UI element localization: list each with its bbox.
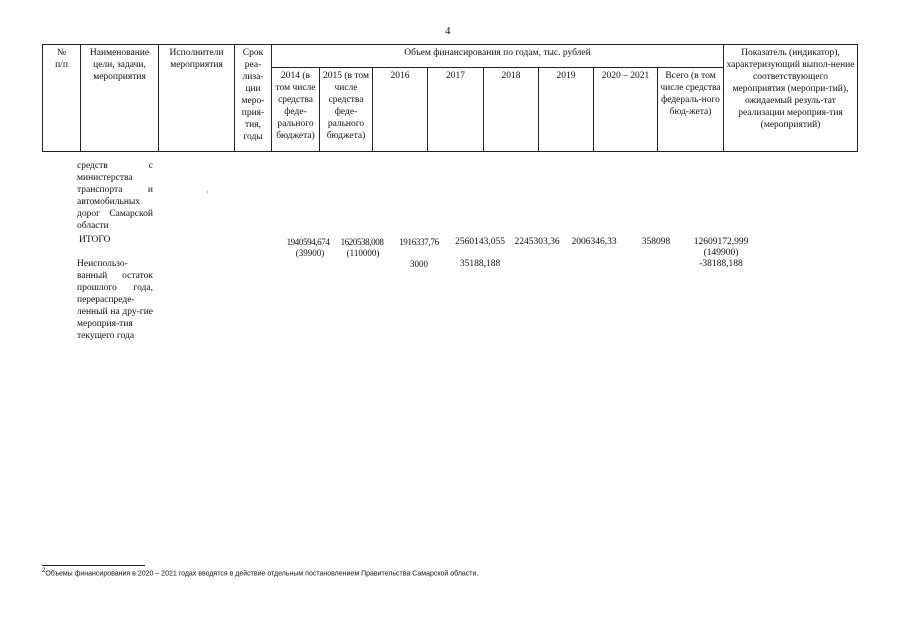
unused-2017: 35188,188 [459, 259, 501, 269]
unused-total: -38188,188 [699, 259, 743, 269]
header-year-2018: 2018 [484, 68, 539, 152]
header-total: Всего (в том числе средства федераль-ного бюд-жета) [658, 68, 724, 152]
footnote-text: Объемы финансирования в 2020 – 2021 годах вводятся в действие отдельным постановлением Правительства Самарской области. [45, 570, 479, 578]
header-funding-title: Объем финансирования по годам, тыс. рублей [272, 45, 724, 68]
footnote-marker: 2 [42, 568, 46, 574]
itogo-2019: 2006346,33 [571, 237, 617, 247]
header-year-2014: 2014 (в том числе средства феде-рального бюджета) [272, 68, 320, 152]
header-executors: Исполнители мероприятия [159, 45, 235, 152]
itogo-2017: 2560143,055 [455, 237, 505, 247]
header-indicator: Показатель (индикатор), характеризующий выпол-нение соответствующего мероприятия (меропри-тий), ожидаемый резуль-тат реализации мероприя-тия (мероприятий) [724, 45, 858, 152]
header-name: Наименование цели, задачи, мероприятия [81, 45, 159, 152]
page-number: 4 [445, 25, 451, 37]
itogo-2016: 1916337,76 [399, 237, 439, 247]
itogo-total-federal: (149900) [703, 248, 739, 258]
footnote-divider [42, 565, 145, 566]
itogo-2014: 1940594,674 [286, 237, 330, 247]
header-year-2020-2021: 2020 – 2021 [594, 68, 658, 152]
header-num: № п/п [43, 45, 81, 152]
stray-mark: · [206, 188, 209, 197]
header-year-2017: 2017 [428, 68, 484, 152]
continued-row-name: средств с министерства транспорта и автомобильных дорог Самарской области [77, 161, 153, 231]
itogo-2015-federal: (110000) [346, 248, 380, 258]
itogo-2018: 2245303,36 [514, 237, 560, 247]
itogo-2014-federal: (39900) [295, 248, 325, 258]
footnote [42, 568, 478, 577]
header-term: Срок реа-лиза-ции меро-прия-тия, годы [235, 45, 272, 152]
itogo-total: 12609172,999 [693, 237, 749, 247]
funding-table [42, 44, 858, 152]
unused-2016: 3000 [410, 259, 428, 269]
itogo-label: ИТОГО [79, 235, 111, 245]
header-year-2019: 2019 [539, 68, 594, 152]
header-year-2015: 2015 (в том числе средства феде-рального бюджета) [320, 68, 373, 152]
header-year-2016: 2016 [373, 68, 428, 152]
unused-row-name: Неиспользо-ванный остаток прошлого года, перераспреде-ленный на дру-гие мероприя-тия текущего года [77, 259, 153, 341]
itogo-2020-2021: 358098 [641, 237, 671, 247]
itogo-2015: 1620538,008 [340, 237, 384, 247]
